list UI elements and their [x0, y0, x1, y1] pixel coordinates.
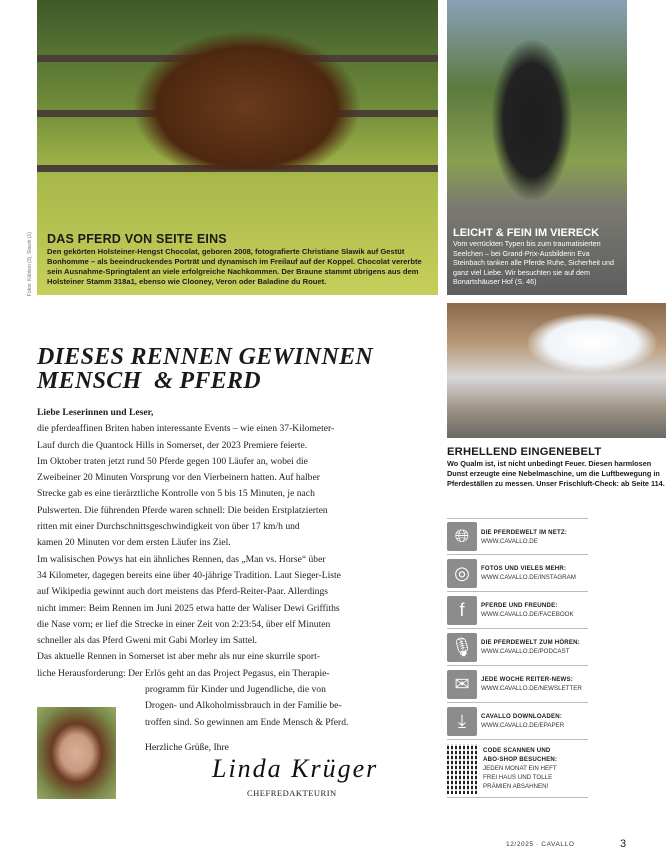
top-story-text: Den gekörten Holsteiner-Hengst Chocolat, geboren 2008, fotografierte Christiane Slawik auf Gestüt Bonhomme – als beeindruckendes Porträt und dynamisch im Freilauf auf der Koppel. Chocolat vererbte sein Ausnahme-Springtalent an viele erfolgreiche Nachkommen. Der Braune stammt übrigens aus dem Holsteiner Stamm 318a1, ebenso wie Clooney, Veron oder Baladine du Rouet. [47, 247, 422, 286]
qr-text: FREI HAUS UND TOLLE [483, 774, 553, 781]
cover-horse-photo [37, 0, 438, 295]
body-line: schneller als das Pferd Gweni mit Gabi Morley im Sattel. [37, 635, 258, 647]
body-line: auf Wikipedia gewinnt auch dort meistens das Pferd-Reiter-Paar. Allerdings [37, 586, 328, 598]
qr-abo-shop[interactable] [447, 740, 588, 798]
links-list [447, 518, 588, 798]
top-story-title: DAS PFERD VON SEITE EINS [47, 232, 227, 246]
rider-story-caption [453, 227, 623, 287]
link-url[interactable]: WWW.CAVALLO.DE/PODCAST [481, 648, 570, 655]
body-line: ritten mit einer Durchschnittsgeschwindigkeit von über 17 km/h und [37, 521, 300, 533]
headline-line: MENSCH & PFERD [37, 368, 261, 394]
download-icon[interactable]: ⤓ [447, 707, 477, 736]
footer-issue: 12/2025 · CAVALLO [506, 841, 575, 848]
body-line: die Nase vorn; er lief die Strecke in einer Zeit von 2:23:54, über elf Minuten [37, 618, 331, 630]
link-title: CAVALLO DOWNLOADEN: [481, 713, 563, 720]
body-line: Strecke gab es eine tierärztliche Kontrolle von 5 bis 15 Minuten, je nach [37, 488, 315, 500]
body-line: die pferdeaffinen Briten haben interessante Events – wie einen 37-Kilometer- [37, 423, 335, 435]
body-line: Im walisischen Powys hat ein ähnliches Rennen, das „Man vs. Horse“ über [37, 553, 326, 565]
link-item[interactable] [447, 518, 588, 555]
microphone-icon[interactable]: 🎙︎ [447, 633, 477, 662]
horse-figure [132, 30, 362, 170]
horse-figure [492, 40, 572, 200]
closing: Herzliche Grüße, Ihre [145, 742, 229, 753]
globe-icon[interactable]: 🌐︎ [447, 522, 477, 551]
editor-role: CHEFREDAKTEURIN [247, 788, 337, 798]
body-line: 34 Kilometer, dagegen bereits eine über 40-jährige Tradition. Laut Sieger-Liste [37, 569, 341, 581]
rider-photo [447, 0, 627, 295]
link-url[interactable]: WWW.CAVALLO.DE/FACEBOOK [481, 611, 574, 618]
stable-story-caption [447, 446, 666, 490]
editorial-headline [37, 345, 373, 393]
page-number: 3 [620, 838, 627, 850]
stable-fog-photo [447, 303, 666, 438]
body-line: Drogen- und Alkoholmissbrauch in der Familie be- [145, 700, 342, 712]
body-line: Im Oktober traten jetzt rund 50 Pferde gegen 100 Läufer an, wobei die [37, 455, 308, 467]
link-url[interactable]: WWW.CAVALLO.DE/NEWSLETTER [481, 685, 582, 692]
link-title: JEDE WOCHE REITER-NEWS: [481, 676, 573, 683]
signature: Linda Krüger [212, 754, 379, 783]
link-title: DIE PFERDEWELT IM NETZ: [481, 528, 568, 536]
qr-code-icon[interactable] [447, 744, 479, 794]
link-item[interactable] [447, 703, 588, 740]
link-url[interactable]: WWW.CAVALLO.DE [481, 537, 538, 545]
instagram-icon[interactable]: ◎ [447, 559, 477, 588]
link-title: PFERDE UND FREUNDE: [481, 602, 558, 609]
body-line: liche Herausforderung: Der Erlös geht an das Project Pegasus, ein Therapie- [37, 667, 330, 679]
body-line: kamen 20 Minuten vor dem ersten Läufer ins Ziel. [37, 537, 231, 549]
link-item[interactable] [447, 555, 588, 592]
body-line: nicht immer: Beim Rennen im Juni 2025 etwa hatte der Waliser Dewi Griffiths [37, 602, 340, 614]
link-url[interactable]: WWW.CAVALLO.DE/INSTAGRAM [481, 574, 576, 581]
qr-title: CODE SCANNEN UND [483, 747, 551, 754]
qr-text: JEDEN MONAT EIN HEFT [483, 765, 557, 772]
stable-story-text: Wo Qualm ist, ist nicht unbedingt Feuer. Diesen harmlosen Dunst erzeugte eine Nebelmaschine, um die Luftbewegung in Pferdeställen zu messen. Unser Frischluft-Check: ab Seite 114. [447, 459, 665, 489]
link-title: DIE PFERDEWELT ZUM HÖREN: [481, 639, 580, 646]
link-item[interactable] [447, 666, 588, 703]
editor-portrait [37, 707, 116, 799]
body-line: programm für Kinder und Jugendliche, die von [145, 684, 326, 696]
qr-title: ABO-SHOP BESUCHEN: [483, 756, 558, 763]
photo-credit: Fotos: Käblein (3), Slawik (1) [27, 232, 33, 297]
greeting: Liebe Leserinnen und Leser, [37, 407, 154, 418]
link-url[interactable]: WWW.CAVALLO.DE/EPAPER [481, 722, 565, 729]
body-line: Das aktuelle Rennen in Somerset ist aber mehr als nur eine skurrile sport- [37, 651, 320, 663]
editorial-body [37, 405, 397, 731]
headline-line: DIESES RENNEN GEWINNEN [37, 344, 374, 370]
link-title: FOTOS UND VIELES MEHR: [481, 565, 567, 572]
top-story-caption [47, 232, 430, 287]
body-line: Pulswerten. Die führenden Pferde waren schnell: Die beiden Erstplatzierten [37, 504, 328, 516]
link-item[interactable] [447, 592, 588, 629]
rider-story-text: Vom verrückten Typen bis zum traumatisierten Seelchen – bei Grand-Prix-Ausbilderin Eva Steinbach tanken alle Pferde Ruhe, Sicherheit und ganz viel Liebe. Wir besuchten sie auf dem Bonartshäuser Hof (S. 46) [453, 239, 615, 287]
facebook-icon[interactable]: f [447, 596, 477, 625]
link-item[interactable] [447, 629, 588, 666]
body-line: Lauf durch die Quantock Hills in Somerset, der 2023 Premiere feierte. [37, 439, 308, 451]
stable-story-title: ERHELLEND EINGENEBELT [447, 446, 602, 458]
rider-story-title: LEICHT & FEIN IM VIERECK [453, 227, 600, 240]
envelope-icon[interactable]: ✉ [447, 670, 477, 699]
qr-text: PRÄMIEN ABSAHNEN! [483, 783, 549, 790]
body-line: troffen sind. So gewinnen am Ende Mensch & Pferd. [145, 716, 349, 728]
body-line: Zweibeiner 20 Minuten Vorsprung vor den Vierbeinern hatten. Auf halber [37, 472, 320, 484]
fog-cloud [527, 313, 657, 373]
